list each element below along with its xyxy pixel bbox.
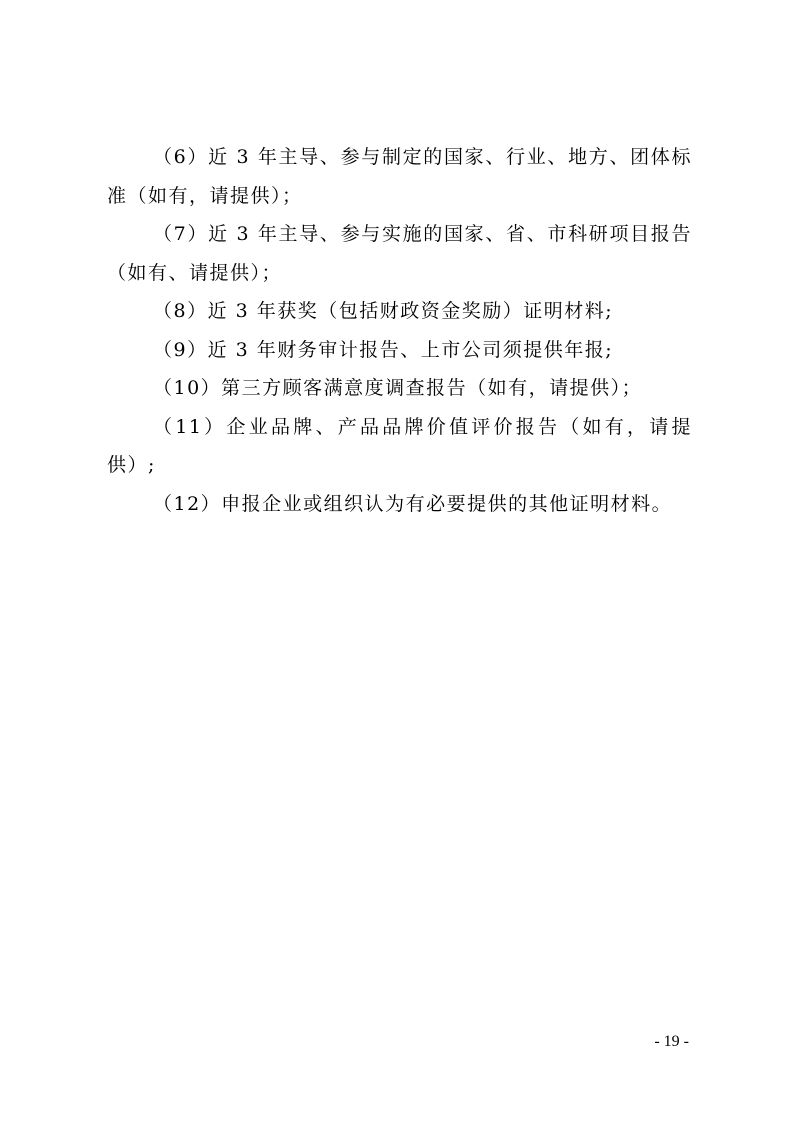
list-item-11: （11）企业品牌、产品品牌价值评价报告（如有，请提供）;	[107, 415, 692, 476]
document-body	[107, 138, 692, 523]
list-item-12: （12）申报企业或组织认为有必要提供的其他证明材料。	[153, 492, 673, 515]
page-number: - 19 -	[654, 1033, 689, 1050]
list-item-10: （10）第三方顾客满意度调查报告（如有，请提供）；	[153, 377, 643, 399]
list-item-6: （6）近 3 年主导、参与制定的国家、行业、地方、团体标准（如有，请提供）；	[107, 146, 692, 207]
list-item-7: （7）近 3 年主导、参与实施的国家、省、市科研项目报告（如有、请提供）；	[107, 223, 692, 284]
list-item-9: （9）近 3 年财务审计报告、上市公司须提供年报;	[153, 338, 614, 361]
list-item-8: （8）近 3 年获奖（包括财政资金奖励）证明材料;	[153, 300, 614, 322]
